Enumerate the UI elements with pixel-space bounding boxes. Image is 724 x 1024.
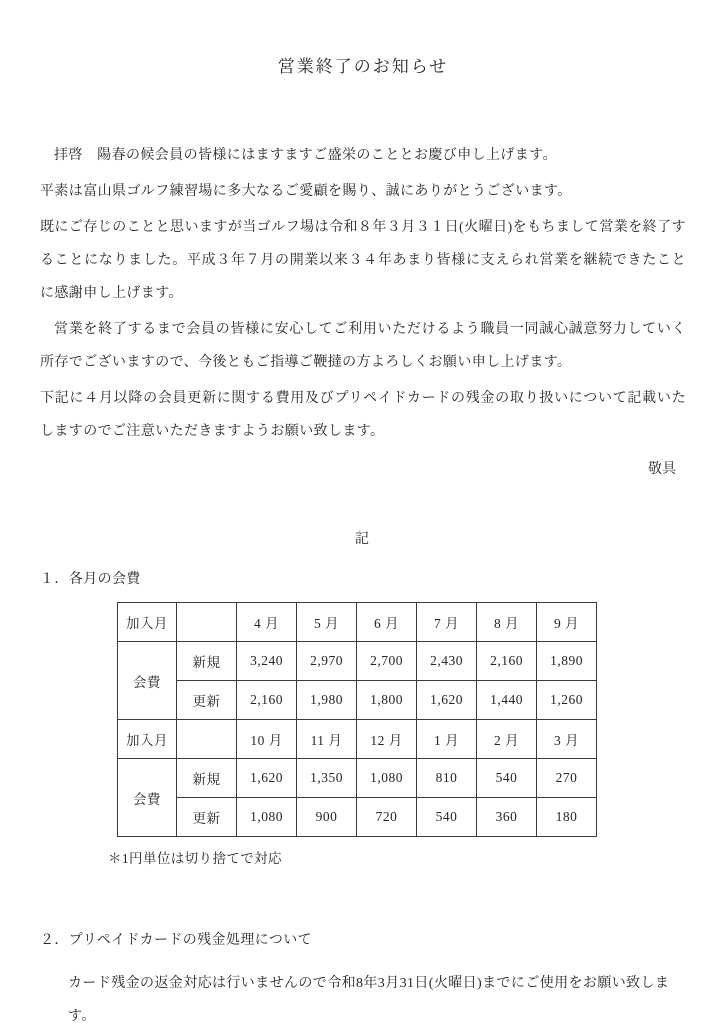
month-header: 11 月 — [297, 720, 357, 759]
fee-value: 2,430 — [417, 642, 477, 681]
section2-heading: ２．プリペイドカードの残金処理について — [40, 933, 313, 948]
month-header: 3 月 — [537, 720, 597, 759]
fee-label: 会費 — [118, 759, 177, 837]
paragraph-notice-intro: 下記に４月以降の会員更新に関する費用及びプリペイドカードの残金の取り扱いについて記載いたしますのでご注意いただきますようお願い致します。 — [40, 391, 686, 439]
fee-table — [117, 602, 597, 837]
month-header: 4 月 — [237, 603, 297, 642]
table-row-renew-1 — [118, 681, 597, 720]
fee-value: 810 — [417, 759, 477, 798]
paragraph-thanks: 平素は富山県ゴルフ練習場に多大なるご愛顧を賜り、誠にありがとうございます。 — [40, 184, 572, 199]
table-row-renew-2 — [118, 798, 597, 837]
fee-value: 2,160 — [237, 681, 297, 720]
fee-value: 720 — [357, 798, 417, 837]
record-marker: 記 — [355, 532, 371, 547]
closing-word: 敬具 — [648, 462, 676, 477]
month-header: 5 月 — [297, 603, 357, 642]
month-header: 1 月 — [417, 720, 477, 759]
fee-value: 1,080 — [237, 798, 297, 837]
table-row-months-2 — [118, 720, 597, 759]
fee-value: 1,260 — [537, 681, 597, 720]
renew-label: 更新 — [177, 798, 237, 837]
new-label: 新規 — [177, 759, 237, 798]
month-header: 9 月 — [537, 603, 597, 642]
fee-value: 270 — [537, 759, 597, 798]
renew-label: 更新 — [177, 681, 237, 720]
empty-cell — [177, 603, 237, 642]
month-header: 6 月 — [357, 603, 417, 642]
paragraph-closure-announcement: 既にご存じのことと思いますが当ゴルフ場は令和８年３月３１日(火曜日)をもちまして営業を終了することになりました。平成３年７月の開業以来３４年あまり皆様に支えられ営業を継続できたことに感謝申し上げます。 — [40, 220, 686, 301]
rounding-note: ＊1円単位は切り捨てで対応 — [108, 851, 282, 866]
empty-cell — [177, 720, 237, 759]
fee-value: 2,160 — [477, 642, 537, 681]
fee-value: 180 — [537, 798, 597, 837]
new-label: 新規 — [177, 642, 237, 681]
page-title: 営業終了のお知らせ — [277, 57, 449, 76]
fee-value: 1,620 — [417, 681, 477, 720]
fee-label: 会費 — [118, 642, 177, 720]
month-header: 7 月 — [417, 603, 477, 642]
paragraph-greeting: 拝啓 陽春の候会員の皆様にはますますご盛栄のこととお慶び申し上げます。 — [54, 148, 557, 163]
table-row-months-1 — [118, 603, 597, 642]
fee-value: 540 — [417, 798, 477, 837]
paragraph-commitment: 営業を終了するまで会員の皆様に安心してご利用いただけるよう職員一同誠心誠意努力していく所存でございますので、今後ともご指導ご鞭撻の方よろしくお願い申し上げます。 — [40, 322, 686, 370]
fee-value: 1,890 — [537, 642, 597, 681]
fee-value: 900 — [297, 798, 357, 837]
month-header: 12 月 — [357, 720, 417, 759]
fee-value: 3,240 — [237, 642, 297, 681]
join-month-label: 加入月 — [118, 720, 177, 759]
letter-body — [40, 139, 686, 448]
fee-value: 2,970 — [297, 642, 357, 681]
fee-value: 360 — [477, 798, 537, 837]
table-row-new-2 — [118, 759, 597, 798]
fee-value: 1,440 — [477, 681, 537, 720]
fee-value: 2,700 — [357, 642, 417, 681]
join-month-label: 加入月 — [118, 603, 177, 642]
fee-value: 1,800 — [357, 681, 417, 720]
table-row-new-1 — [118, 642, 597, 681]
month-header: 2 月 — [477, 720, 537, 759]
section2-body: カード残金の返金対応は行いませんので令和8年3月31日(火曜日)までにご使用をお願い致します。 — [68, 976, 670, 1024]
fee-value: 1,350 — [297, 759, 357, 798]
fee-value: 540 — [477, 759, 537, 798]
fee-value: 1,620 — [237, 759, 297, 798]
section1-heading: １．各月の会費 — [40, 572, 141, 587]
fee-value: 1,980 — [297, 681, 357, 720]
month-header: 8 月 — [477, 603, 537, 642]
fee-value: 1,080 — [357, 759, 417, 798]
month-header: 10 月 — [237, 720, 297, 759]
